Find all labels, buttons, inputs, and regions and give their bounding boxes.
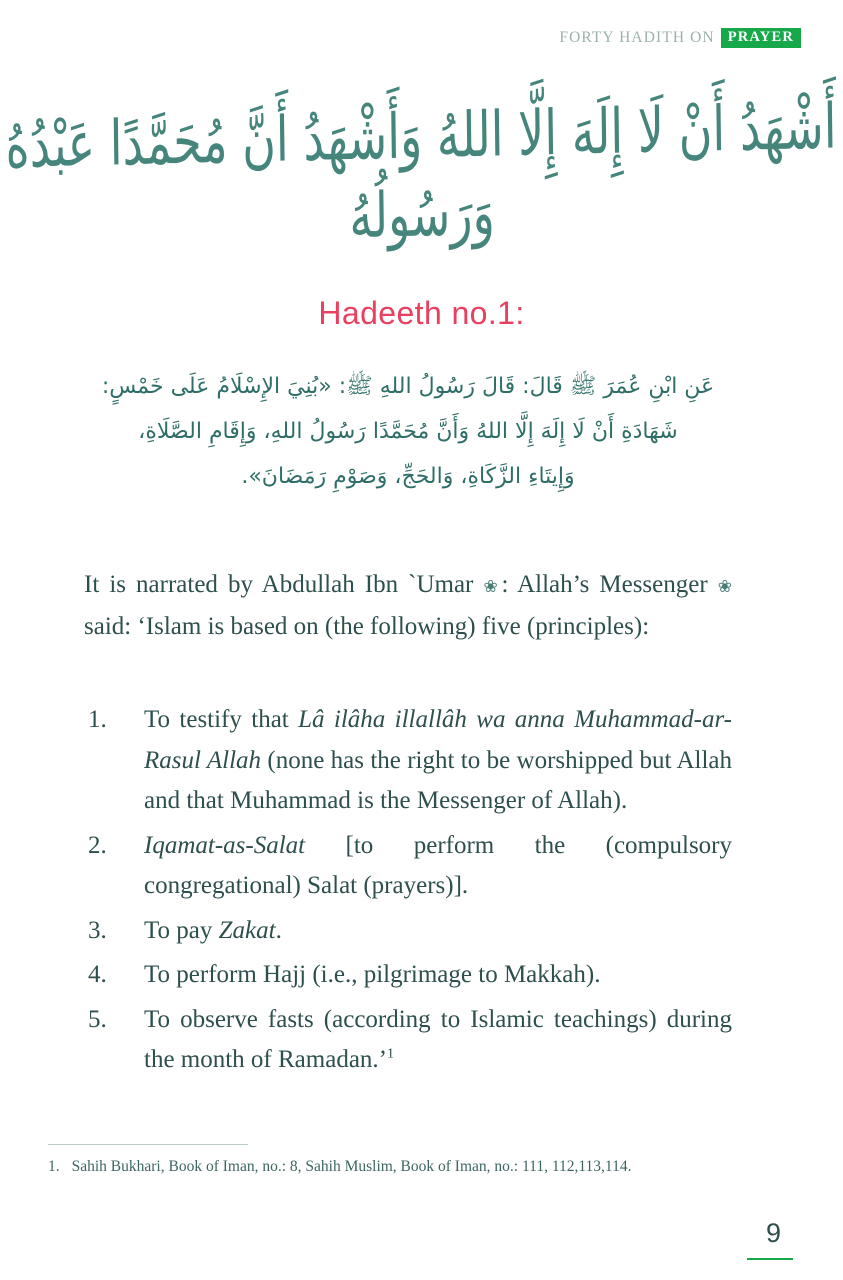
running-header-highlight: PRAYER [721, 28, 801, 48]
list-item-segment-2: . [275, 916, 282, 944]
shahada-calligraphy-text: أَشْهَدُ أَنْ لَا إِلَهَ إِلَّا اللهُ وَأَشْهَدُ أَنَّ مُحَمَّدًا عَبْدُهُ وَرَسُولُهُ [5, 89, 837, 252]
sallallahu-symbol-icon-2: ❀ [717, 577, 732, 596]
list-item-segment: To testify that [144, 706, 299, 733]
list-item [84, 1000, 732, 1081]
sallallahu-symbol-icon: ❀ [483, 577, 502, 596]
principles-list [84, 700, 732, 1085]
list-item [84, 911, 732, 952]
list-item-number: 4. [88, 961, 107, 988]
footnote [48, 1158, 748, 1176]
list-item-text [144, 1000, 732, 1081]
arabic-line-2: شَهَادَةِ أَنْ لَا إِلَهَ إِلَّا اللهُ وَأَنَّ مُحَمَّدًا رَسُولُ اللهِ، وَإِقَامِ الصَّلَاةِ، [138, 419, 678, 445]
footnote-divider [48, 1144, 248, 1145]
footnote-text: Sahih Bukhari, Book of Iman, no.: 8, Sahih Muslim, Book of Iman, no.: 111, 112,113,114. [71, 1158, 632, 1175]
list-item-text [144, 911, 732, 952]
list-item-number: 5. [88, 1005, 107, 1033]
page-title: Hadeeth no.1: [318, 295, 525, 331]
translation-part-2: : Allah’s Messenger [501, 571, 718, 598]
running-header [559, 28, 801, 48]
running-header-title: FORTY HADITH ON [559, 29, 715, 46]
arabic-line-1: عَنِ ابْنِ عُمَرَ ﷺ قَالَ: قَالَ رَسُولُ اللهِ ﷺ: «بُنِيَ الإِسْلَامُ عَلَى خَمْسٍ: [101, 374, 715, 399]
page-number-rule [747, 1258, 793, 1260]
list-item-segment-italic: Lâ ilâha illallâh wa anna Muhammad-ar-Rasul Allah [144, 706, 732, 774]
list-item-segment: [to perform the (compulsory congregational) Salat (prayers)]. [144, 831, 732, 899]
translation-part-3: said: ‘Islam is based on (the following) five (principles): [84, 613, 650, 640]
translation-part-1: It is narrated by Abdullah Ibn `Umar [84, 571, 484, 598]
list-item-number: 3. [88, 916, 107, 944]
list-item-text [144, 826, 732, 907]
list-item-segment-italic: Zakat [218, 916, 276, 944]
page-number: 9 [765, 1218, 781, 1248]
list-item-segment-2: (none has the right to be worshipped but Allah and that Muhammad is the Messenger of Allah). [144, 746, 732, 814]
list-item-segment: To pay [144, 916, 219, 944]
list-item-text: To perform Hajj (i.e., pilgrimage to Makkah). [144, 961, 601, 988]
translation-paragraph [84, 564, 732, 648]
list-item-segment-italic: Iqamat-as-Salat [144, 831, 306, 859]
arabic-hadith-text [84, 364, 732, 499]
footnote-marker: 1 [387, 1046, 394, 1062]
list-item [84, 955, 732, 996]
footnote-number: 1. [48, 1158, 60, 1175]
list-item-text [144, 700, 732, 822]
list-item-number: 2. [88, 831, 107, 859]
list-item-segment: To observe fasts (according to Islamic teachings) during the month of Ramadan.’ [144, 1005, 732, 1073]
list-item [84, 700, 732, 822]
arabic-line-3: وَإِيتَاءِ الزَّكَاةِ، وَالحَجِّ، وَصَوْمِ رَمَضَانَ». [241, 464, 575, 490]
shahada-calligraphy [0, 89, 843, 252]
list-item-number: 1. [88, 706, 107, 733]
list-item [84, 826, 732, 907]
